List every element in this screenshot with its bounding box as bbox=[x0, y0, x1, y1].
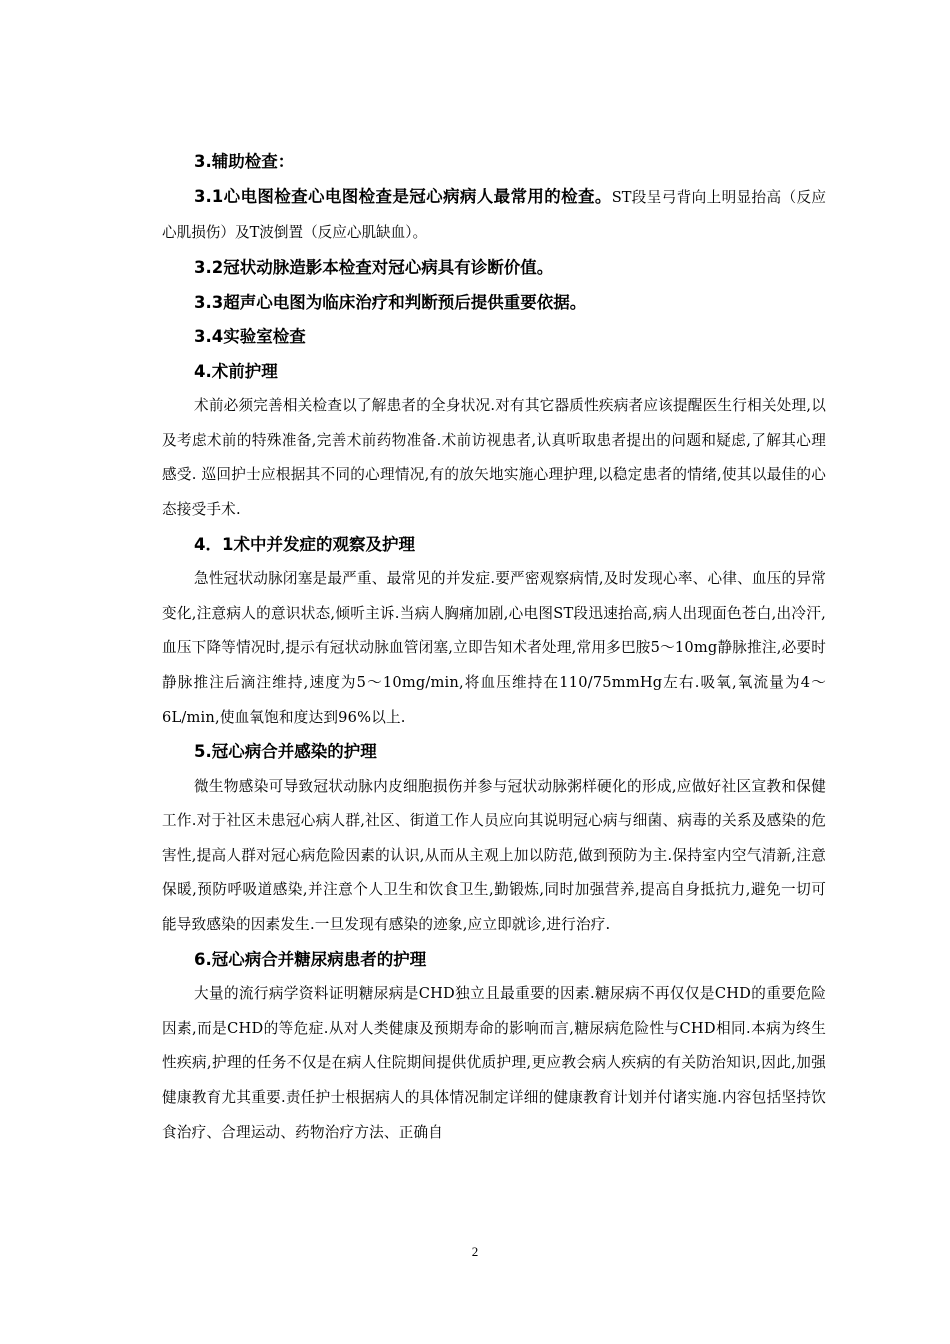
heading-4-1-complications: 4．1术中并发症的观察及护理 bbox=[194, 534, 415, 554]
heading-3-auxiliary-exams: 3.辅助检查： bbox=[194, 152, 295, 172]
heading-5-infection-care: 5.冠心病合并感染的护理 bbox=[194, 742, 377, 762]
heading-3-2-angiography: 3.2冠状动脉造影本检查对冠心病具有诊断价值。 bbox=[194, 258, 554, 278]
paragraph-6-diabetes-care: 大量的流行病学资料证明糖尿病是CHD独立且最重要的因素.糖尿病不再仅仅是CHD的重要危险因素,而是CHD的等危症.从对人类健康及预期寿命的影响而言,糖尿病危险性与CHD相同.本病为终生性疾病,护理的任务不仅是在病人住院期间提供优质护理,更应教会病人疾病的有关防治知识,因此,加强健康教育尤其重要.责任护士根据病人的具体情况制定详细的健康教育计划并付诸实施.内容包括坚持饮食治疗、合理运动、药物治疗方法、正确自 bbox=[162, 985, 826, 1141]
heading-4-preoperative-care: 4.术前护理 bbox=[194, 361, 278, 381]
paragraph-4-1-complications: 急性冠状动脉闭塞是最严重、最常见的并发症.要严密观察病情,及时发现心率、心律、血压的异常变化,注意病人的意识状态,倾听主诉.当病人胸痛加剧,心电图ST段迅速抬高,病人出现面色苍白,出冷汗,血压下降等情况时,提示有冠状动脉血管闭塞,立即告知术者处理,常用多巴胺5～10mg静脉推注,必要时静脉推注后滴注维持,速度为5～10mg/min,将血压维持在110/75mmHg左右.吸氧,氧流量为4～6L/min,使血氧饱和度达到96%以上. bbox=[162, 570, 827, 726]
paragraph-3-1-lead: 3.1心电图检查心电图检查是冠心病病人最常用的检查。 bbox=[194, 186, 612, 206]
paragraph-4-preoperative-care: 术前必须完善相关检查以了解患者的全身状况.对有其它器质性疾病者应该提醒医生行相关处理,以及考虑术前的特殊准备,完善术前药物准备.术前访视患者,认真听取患者提出的问题和疑虑,了解其心理感受. 巡回护士应根据其不同的心理情况,有的放矢地实施心理护理,以稳定患者的情绪,使其以最佳的心态接受手术. bbox=[162, 397, 826, 518]
page-number: 2 bbox=[471, 1244, 479, 1259]
document-body bbox=[162, 145, 826, 1150]
heading-6-diabetes-care: 6.冠心病合并糖尿病患者的护理 bbox=[194, 949, 427, 969]
heading-3-3-echocardiogram: 3.3超声心电图为临床治疗和判断预后提供重要依据。 bbox=[194, 292, 587, 312]
paragraph-3-1-ecg bbox=[162, 180, 826, 251]
heading-3-4-lab-tests: 3.4实验室检查 bbox=[194, 327, 306, 347]
paragraph-5-infection-care: 微生物感染可导致冠状动脉内皮细胞损伤并参与冠状动脉粥样硬化的形成,应做好社区宣教和保健工作.对于社区未患冠心病人群,社区、街道工作人员应向其说明冠心病与细菌、病毒的关系及感染的危害性,提高人群对冠心病危险因素的认识,从而从主观上加以防范,做到预防为主.保持室内空气清新,注意保暖,预防呼吸道感染,并注意个人卫生和饮食卫生,勤锻炼,同时加强营养,提高自身抵抗力,避免一切可能导致感染的因素发生.一旦发现有感染的迹象,应立即就诊,进行治疗. bbox=[162, 777, 826, 934]
paragraph-3-1-rest: ST段呈弓背向上明显抬高（反应心肌损伤）及T波倒置（反应心肌缺血）。 bbox=[162, 188, 827, 242]
